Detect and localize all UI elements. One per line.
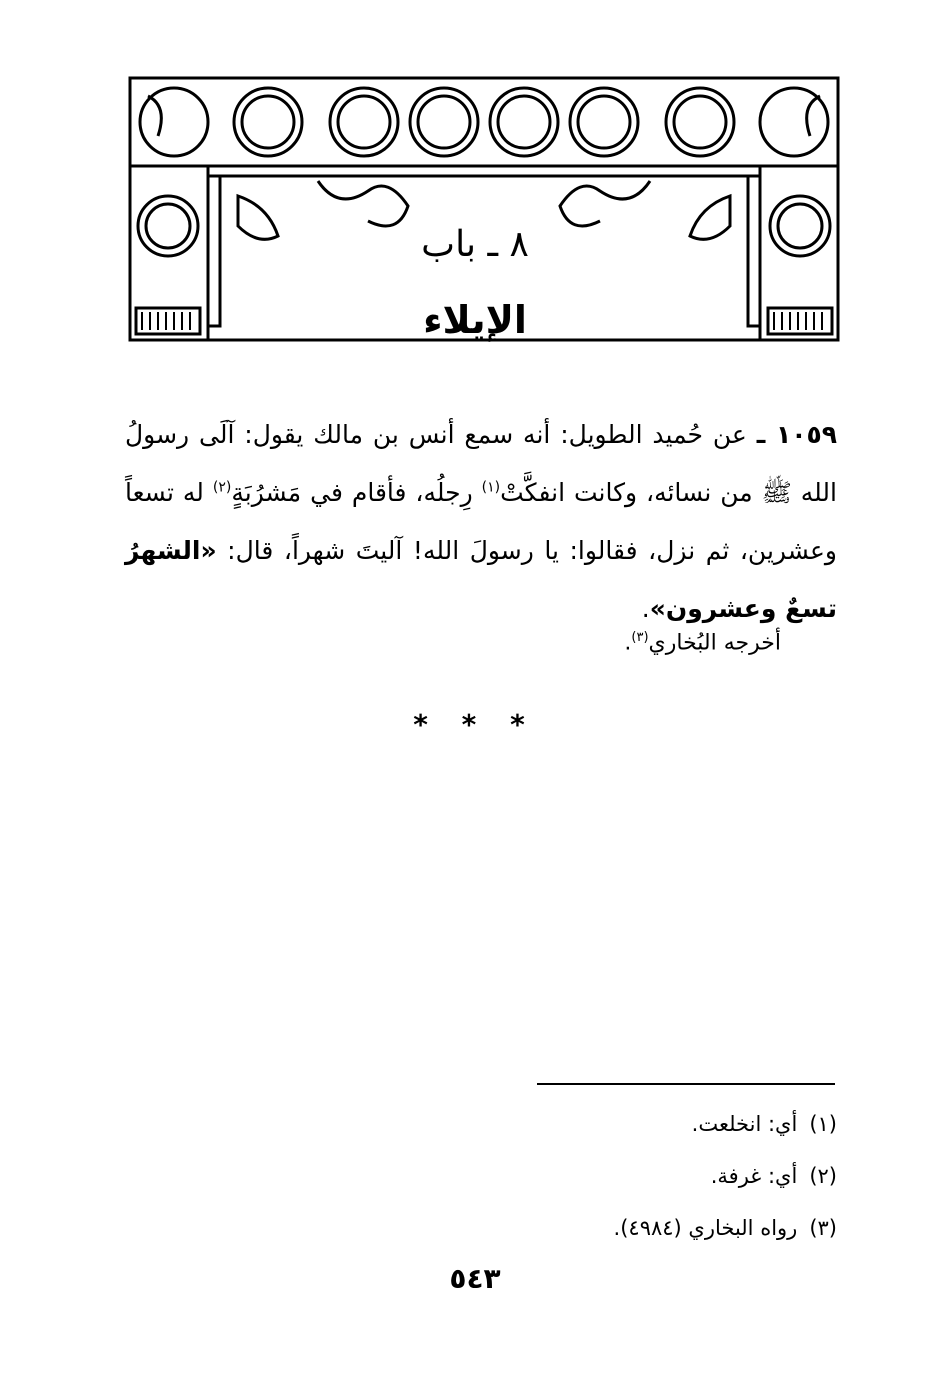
footnote-number: (١) — [809, 1112, 837, 1136]
hadith-text-part2: رِجلُه، فأقام في مَشرُبَةٍ — [231, 478, 473, 507]
chapter-number: ٨ ـ باب — [421, 224, 529, 265]
footnote-item — [237, 1202, 837, 1254]
hadith-end: . — [641, 594, 650, 623]
source-end: . — [624, 630, 632, 656]
source-text: أخرجه البُخاري — [648, 630, 781, 656]
page-number: ٥٤٣ — [449, 1262, 501, 1295]
hadith-text-part3: له تسعاً وعشرين، ثم نزل، فقالوا: يا رسولَ الله! آليتَ شهراً، قال: — [125, 478, 838, 565]
hadith-text-part1: عن حُميد الطويل: أنه سمع أنس بن مالك يقول: آلَى رسولُ الله ﷺ من نسائه، وكانت انفكَّتْ — [125, 420, 837, 507]
footnote-item — [237, 1098, 837, 1150]
hadith-quote: «الشهرُ تسعٌ وعشرون» — [125, 536, 837, 623]
hadith-paragraph — [125, 406, 837, 638]
footnote-text: رواه البخاري (٤٩٨٤). — [613, 1216, 798, 1240]
chapter-title: الإيلاء — [423, 298, 527, 342]
section-separator: * * * — [413, 708, 537, 741]
footnote-number: (٢) — [809, 1164, 837, 1188]
footnote-ref-2[interactable]: (٢) — [212, 479, 232, 496]
hadith-number: ١٠٥٩ ـ — [756, 420, 838, 449]
footnotes — [237, 1098, 837, 1254]
footnote-divider — [537, 1083, 835, 1085]
source-line — [624, 630, 781, 655]
footnote-ref-3[interactable]: (٣) — [631, 630, 649, 645]
footnote-text: أي: انخلعت. — [691, 1112, 798, 1136]
footnote-text: أي: غرفة. — [710, 1164, 798, 1188]
footnote-ref-1[interactable]: (١) — [481, 479, 501, 496]
footnote-number: (٣) — [809, 1216, 837, 1240]
footnote-item — [237, 1150, 837, 1202]
